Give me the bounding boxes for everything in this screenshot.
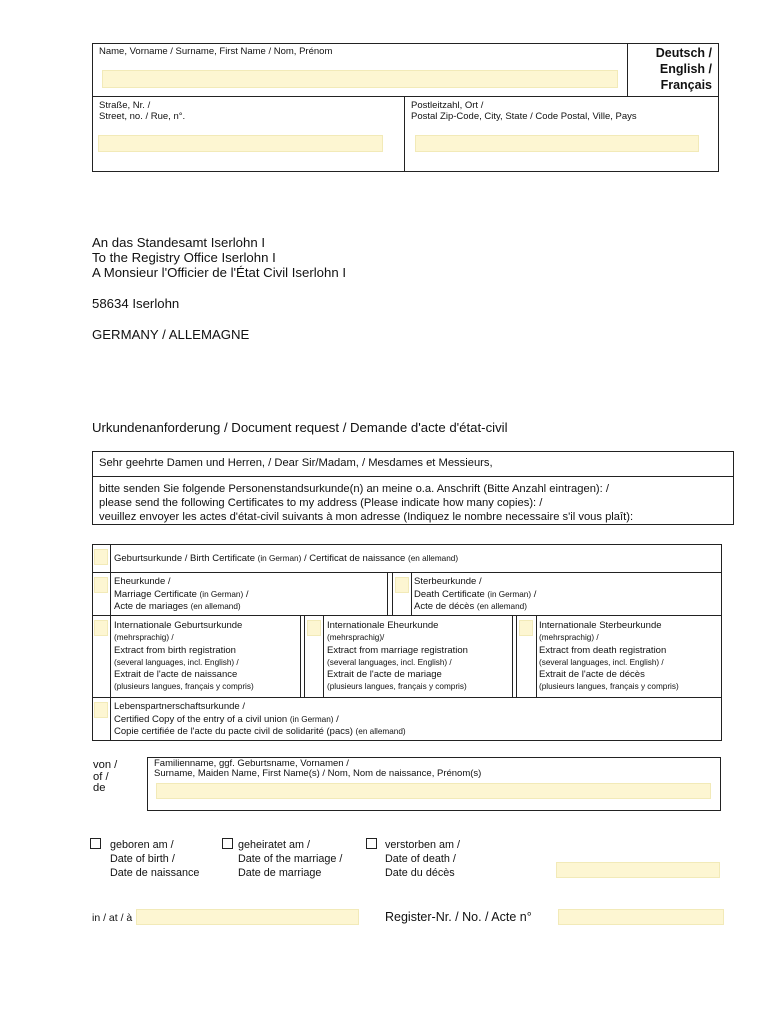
address-line-de: An das Standesamt Iserlohn I: [92, 235, 266, 250]
marriage-line-1: Eheurkunde /: [114, 576, 171, 587]
instructions-en: please send the following Certificates to my address (Please indicate how many copies): /: [99, 497, 543, 509]
death-line-3: [414, 601, 536, 614]
instructions-fr: veuillez envoyer les actes d'état-civil suivants à mon adresse (Indiquez le nombre necessaire s'il vous plaît):: [99, 511, 634, 523]
marriage-line-2a: Marriage Certificate: [114, 588, 200, 600]
salutation-text: Sehr geehrte Damen und Herren, / Dear Sir/Madam, / Mesdames et Messieurs,: [99, 457, 493, 469]
intl-birth-label: [114, 620, 254, 694]
request-title: Urkundenanforderung / Document request / Demande d'acte d'état-civil: [92, 420, 508, 435]
marriage-line-3b: (en allemand): [190, 602, 241, 611]
salutation-divider: [92, 476, 734, 477]
death-line-1: Sterbeurkunde /: [414, 576, 482, 587]
name-label: Name, Vorname / Surname, First Name / Nom, Prénom: [99, 46, 333, 57]
intl-birth-line-2: (mehrsprachig) /: [114, 633, 174, 643]
intl-marriage-line-4: (several languages, incl. English) /: [327, 657, 452, 667]
person-name-field[interactable]: [156, 783, 711, 799]
cert-col-divider-mid2: [392, 572, 393, 615]
person-label-en: Surname, Maiden Name, First Name(s) / Nom, Nom de naissance, Prénom(s): [154, 768, 482, 779]
street-field[interactable]: [98, 135, 383, 152]
death-line-3b: (en allemand): [476, 602, 527, 611]
intl-marriage-line-6: (plusieurs langues, français y compris): [327, 682, 467, 692]
married-checkbox[interactable]: [222, 838, 233, 849]
address-city: 58634 Iserlohn: [92, 296, 180, 311]
birth-cert-text-b: (in German): [257, 554, 302, 563]
intl-death-label: [539, 620, 679, 694]
address-country: GERMANY / ALLEMAGNE: [92, 327, 250, 342]
cert-col-divider-intl-1: [300, 615, 301, 697]
died-label: [385, 838, 460, 880]
death-line-2a: Death Certificate: [414, 588, 488, 600]
cert-row-divider-3: [92, 697, 722, 698]
cert-col-divider-right: [411, 572, 412, 615]
intl-death-line-4: (several languages, incl. English) /: [539, 657, 664, 667]
marriage-line-2b: (in German): [199, 589, 244, 599]
intl-death-line-6: (plusieurs langues, français y compris): [539, 682, 679, 692]
died-de: verstorben am /: [385, 839, 461, 851]
cert-col-divider-left: [110, 544, 111, 741]
intl-birth-line-3: Extract from birth registration: [114, 644, 236, 656]
civil-union-label: [114, 701, 406, 739]
intl-death-line-1: Internationale Sterbeurkunde: [539, 620, 662, 631]
intl-marriage-line-1: Internationale Eheurkunde: [327, 620, 439, 631]
born-fr: Date de naissance: [110, 867, 200, 879]
civil-union-quantity[interactable]: [94, 702, 108, 718]
address-line-en: To the Registry Office Iserlohn I: [92, 250, 276, 265]
person-label: [154, 759, 481, 779]
born-en: Date of birth /: [110, 853, 175, 865]
intl-birth-line-6: (plusieurs langues, français y compris): [114, 682, 254, 692]
intl-death-line-3: Extract from death registration: [539, 644, 667, 656]
birth-certificate-label: [114, 553, 458, 564]
died-en: Date of death /: [385, 853, 456, 865]
death-certificate-label: [414, 576, 536, 614]
marriage-line-3a: Acte de mariages: [114, 601, 191, 612]
married-en: Date of the marriage /: [238, 853, 343, 865]
language-indicator: [630, 45, 712, 95]
born-de: geboren am /: [110, 839, 174, 851]
marriage-certificate-label: [114, 576, 249, 614]
postal-field[interactable]: [415, 135, 699, 152]
street-label: [99, 100, 185, 122]
died-checkbox[interactable]: [366, 838, 377, 849]
intl-death-quantity[interactable]: [519, 620, 533, 636]
cert-col-divider-intl-2: [304, 615, 305, 697]
marriage-line-2c: /: [243, 588, 249, 600]
cert-col-divider-intl-5: [516, 615, 517, 697]
postal-label: [411, 100, 637, 122]
cert-col-divider-intl-4: [512, 615, 513, 697]
death-line-2c: /: [531, 588, 537, 600]
von-fr: de: [93, 782, 106, 794]
instructions-de: bitte senden Sie folgende Personenstandsurkunde(n) an meine o.a. Anschrift (Bitte Anzahl eintragen): /: [99, 483, 609, 495]
intl-birth-line-5: Extrait de l'acte de naissance: [114, 669, 238, 681]
marriage-line-3: [114, 601, 249, 614]
birth-cert-text-c: / Certificat de naissance: [301, 553, 408, 564]
lang-francais: Français: [660, 78, 712, 92]
married-label: [238, 838, 342, 880]
von-de: von /: [93, 759, 118, 771]
intl-death-line-5: Extrait de l'acte de décès: [539, 669, 645, 681]
civil-union-line-2b: (in German): [289, 714, 334, 724]
death-line-2: [414, 589, 536, 602]
death-line-3a: Acte de décès: [414, 601, 477, 612]
died-fr: Date du décès: [385, 867, 455, 879]
lang-english: English /: [659, 62, 712, 76]
intl-birth-quantity[interactable]: [94, 620, 108, 636]
born-label: [110, 838, 199, 880]
birth-certificate-quantity[interactable]: [94, 549, 108, 565]
name-field[interactable]: [102, 70, 618, 88]
person-label-de: Familienname, ggf. Geburtsname, Vornamen /: [154, 758, 349, 769]
marriage-line-2: [114, 589, 249, 602]
von-en: of /: [93, 770, 109, 783]
cert-row-divider-1: [92, 572, 722, 573]
lang-deutsch: Deutsch /: [655, 46, 712, 60]
postal-label-en: Postal Zip-Code, City, State / Code Postal, Ville, Pays: [411, 111, 637, 122]
address-line-fr: A Monsieur l'Officier de l'État Civil Iserlohn I: [92, 265, 346, 280]
intl-marriage-line-2: (mehrsprachig)/: [327, 633, 385, 643]
civil-union-line-2a: Certified Copy of the entry of a civil union: [114, 713, 290, 725]
intl-birth-line-1: Internationale Geburtsurkunde: [114, 620, 243, 631]
street-label-en: Street, no. / Rue, n°.: [99, 111, 186, 122]
header-divider-lang: [627, 43, 628, 97]
civil-union-line-2: [114, 714, 406, 727]
death-line-2b: (in German): [487, 589, 532, 599]
cert-col-divider-mid: [387, 572, 388, 615]
von-label: [93, 760, 117, 795]
intl-marriage-label: [327, 620, 468, 694]
intl-birth-line-4: (several languages, incl. English) /: [114, 657, 239, 667]
civil-union-line-3: [114, 726, 406, 739]
born-checkbox[interactable]: [90, 838, 101, 849]
postal-label-de: Postleitzahl, Ort /: [411, 100, 484, 111]
cert-col-divider-intl-3: [323, 615, 324, 697]
civil-union-line-1: Lebenspartnerschaftsurkunde /: [114, 701, 245, 712]
intl-marriage-quantity[interactable]: [307, 620, 321, 636]
header-divider-address: [404, 96, 405, 172]
married-de: geheiratet am /: [238, 839, 311, 851]
place-label: in / at / à: [92, 912, 133, 924]
intl-marriage-line-5: Extrait de l'acte de mariage: [327, 669, 442, 681]
civil-union-line-3a: Copie certifiée de l'acte du pacte civil de solidarité (pacs): [114, 726, 356, 737]
marriage-certificate-quantity[interactable]: [94, 577, 108, 593]
death-certificate-quantity[interactable]: [395, 577, 409, 593]
register-number-field[interactable]: [558, 909, 724, 925]
cert-row-divider-2: [92, 615, 722, 616]
birth-cert-text-a: Geburtsurkunde / Birth Certificate: [114, 553, 258, 564]
married-fr: Date de marriage: [238, 867, 322, 879]
event-date-field[interactable]: [556, 862, 720, 878]
header-divider-row: [92, 96, 719, 97]
intl-marriage-line-3: Extract from marriage registration: [327, 644, 468, 656]
civil-union-line-2c: /: [333, 713, 339, 725]
civil-union-line-3b: (en allemand): [355, 727, 406, 736]
register-label: Register-Nr. / No. / Acte n°: [385, 910, 532, 924]
cert-col-divider-intl-6: [536, 615, 537, 697]
intl-death-line-2: (mehrsprachig) /: [539, 633, 599, 643]
place-field[interactable]: [136, 909, 359, 925]
street-label-de: Straße, Nr. /: [99, 100, 151, 111]
birth-cert-text-d: (en allemand): [407, 554, 459, 563]
